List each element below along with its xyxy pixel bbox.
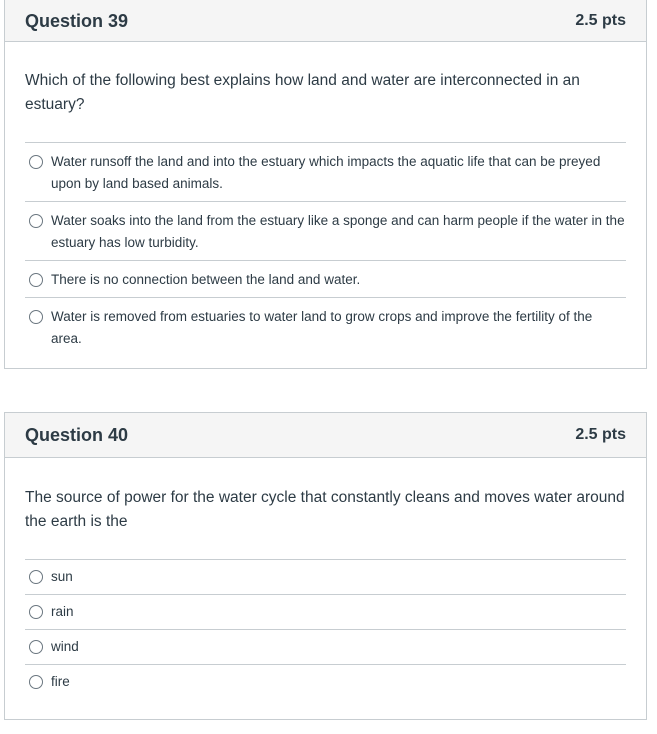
answer-option[interactable]: [25, 560, 626, 595]
radio-button[interactable]: [29, 605, 43, 619]
question-title: Question 39: [25, 10, 129, 31]
question-39-card: [4, 0, 647, 369]
answer-label: Water is removed from estuaries to water land to grow crops and improve the fertility of the area.: [51, 309, 593, 346]
question-points: 2.5 pts: [575, 12, 626, 29]
question-40-card: [4, 412, 647, 720]
answer-option[interactable]: [25, 261, 626, 298]
radio-button[interactable]: [29, 273, 43, 287]
answer-option[interactable]: [25, 143, 626, 202]
question-text: Which of the following best explains how land and water are interconnected in an estuary?: [25, 72, 580, 113]
answer-label: fire: [51, 674, 70, 689]
question-header: [5, 0, 646, 42]
answer-label: There is no connection between the land and water.: [51, 272, 361, 287]
radio-button[interactable]: [29, 675, 43, 689]
answer-label: Water soaks into the land from the estuary like a sponge and can harm people if the water in the estuary has low turbidity.: [51, 213, 625, 250]
question-header: [5, 413, 646, 458]
radio-button[interactable]: [29, 155, 43, 169]
answer-option[interactable]: [25, 595, 626, 630]
radio-button[interactable]: [29, 310, 43, 324]
answer-label: wind: [51, 639, 79, 654]
question-text: The source of power for the water cycle that constantly cleans and moves water around the earth is the: [25, 489, 625, 530]
radio-button[interactable]: [29, 640, 43, 654]
answer-list: [25, 559, 626, 699]
radio-button[interactable]: [29, 570, 43, 584]
answer-label: rain: [51, 604, 74, 619]
question-body: [5, 458, 646, 699]
answer-label: sun: [51, 569, 73, 584]
answer-list: [25, 142, 626, 356]
radio-button[interactable]: [29, 214, 43, 228]
answer-option[interactable]: [25, 630, 626, 665]
answer-label: Water runsoff the land and into the estuary which impacts the aquatic life that can be preyed upon by land based animals.: [51, 154, 601, 191]
question-body: [5, 42, 646, 356]
answer-option[interactable]: [25, 298, 626, 356]
question-title: Question 40: [25, 424, 129, 445]
answer-option[interactable]: [25, 665, 626, 699]
answer-option[interactable]: [25, 202, 626, 261]
question-points: 2.5 pts: [575, 426, 626, 443]
